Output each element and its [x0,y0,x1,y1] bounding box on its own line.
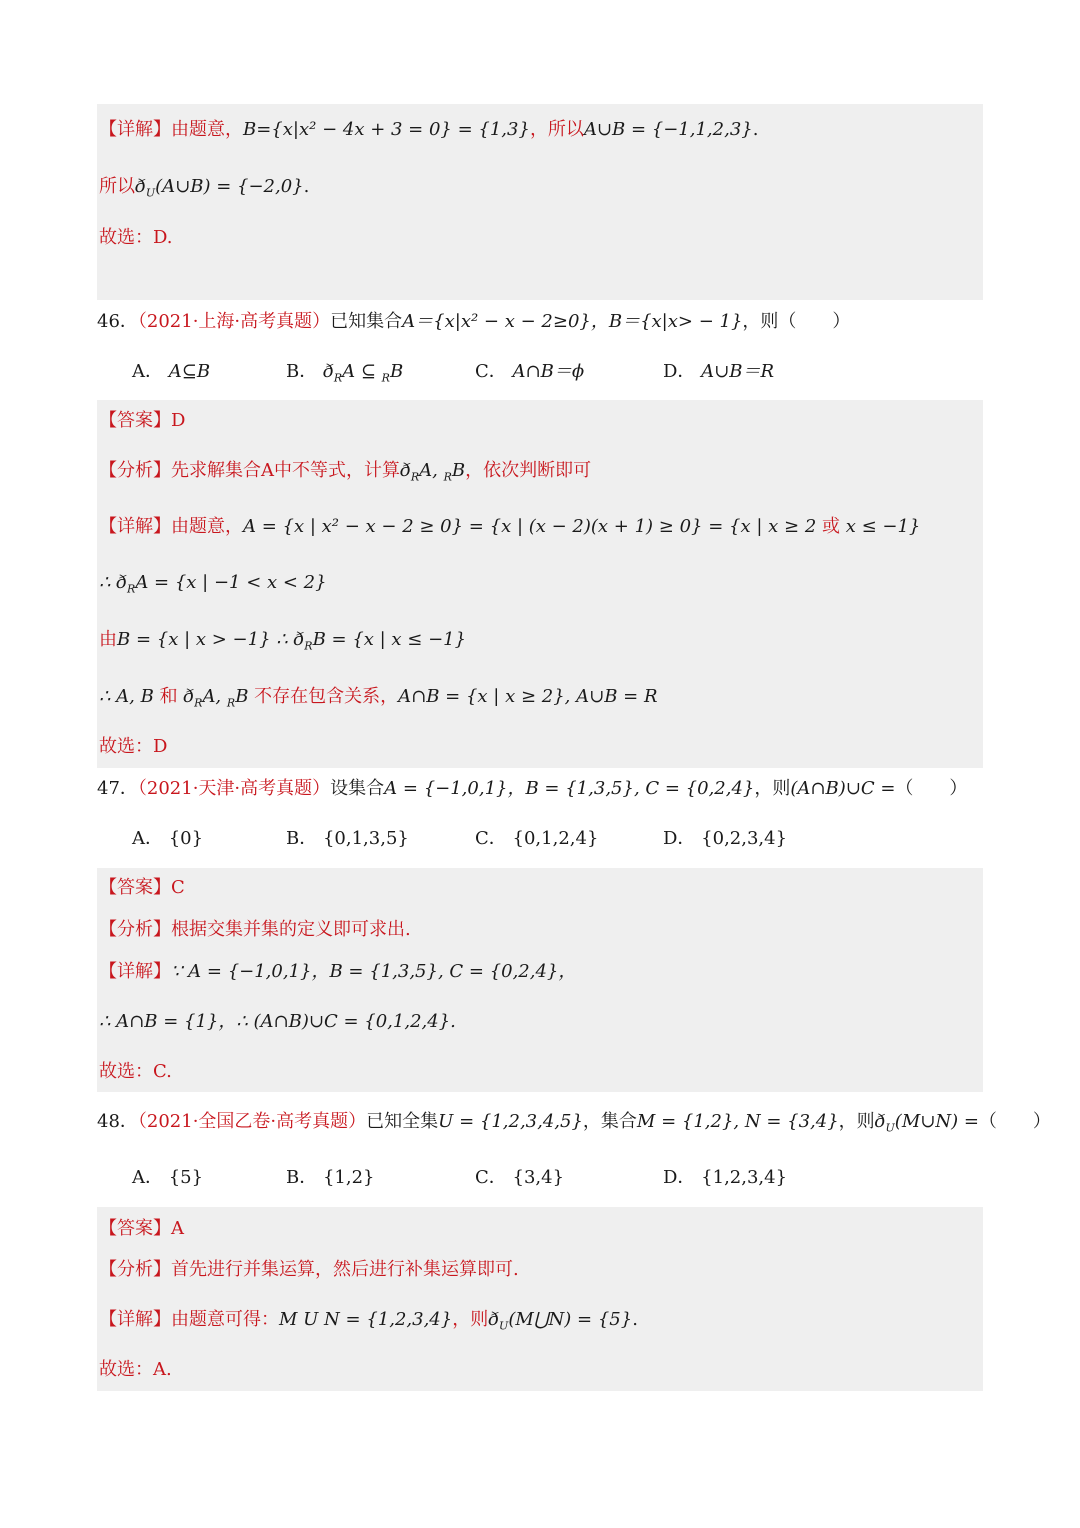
q48-option-b: B． {1,2} [286,1167,375,1188]
q47-option-a: A． {0} [132,828,204,849]
q48-analysis: 【分析】首先进行并集运算，然后进行补集运算即可. [99,1259,519,1280]
q48-source: （2021·全国乙卷·高考真题） [137,1111,367,1132]
q47-detail: 【详解】∵ A = {−1,0,1}，B = {1,3,5}, C = {0,2,4}， [99,961,577,982]
q47-answer: 【答案】C [99,877,185,898]
q48-choice: 故选：A. [99,1359,172,1380]
q48-answer: 【答案】A [99,1218,184,1239]
q45-choice: 故选：D. [99,227,173,248]
q47-source: （2021·天津·高考真题） [137,778,331,799]
q47-option-d: D． {0,2,3,4} [663,828,788,849]
q46-option-b: B． $ð_RA$ ⊆ $_R$B [286,361,404,385]
q46-detail-line4: ∴ A, B 和 $ð_RA$, $_R$B 不存在包含关系，A∩B = {x | x ≥ 2}, A∪B = R [99,686,658,710]
q46-analysis: 【分析】先求解集合A中不等式，计算$ð_RA$, $_R$B，依次判断即可 [99,460,592,484]
q46-stem: 46．（2021·上海·高考真题）已知集合A＝{x|x² − x − 2≥0}，B＝{x|x> − 1}，则（ ） [97,311,851,332]
q48-solution-block [97,1207,983,1391]
q48-detail: 【详解】由题意可得：M U N = {1,2,3,4}，则$ð_U(M⋃N) = \{5\}$. [99,1309,638,1333]
q46-detail-line2: ∴ $ð_RA = \{x$ | −1 < x < 2} [99,572,327,596]
detail-tag: 【详解】 [99,119,171,140]
q45-detail-line2: 所以$ð_U(A\cup B) = \{-2,0\}$. [99,176,310,200]
q47-option-b: B． {0,1,3,5} [286,828,409,849]
q47-analysis: 【分析】根据交集并集的定义即可求出. [99,919,411,940]
q47-choice: 故选：C. [99,1061,172,1082]
q48-option-c: C． {3,4} [475,1167,565,1188]
q48-option-d: D． {1,2,3,4} [663,1167,788,1188]
q46-option-d: D． A∪B＝R [663,361,775,382]
q47-option-c: C． {0,1,2,4} [475,828,599,849]
q48-stem: 48．（2021·全国乙卷·高考真题）已知全集U = {1,2,3,4,5}，集合M = {1,2}, N = {3,4}，则$ð_U(M\cup N)$ =（ ） [97,1111,1051,1135]
q45-detail-line: 【详解】由题意，B={x|x² − 4x + 3 = 0} = {1,3}，所以A∪B = {−1,1,2,3}. [99,119,759,140]
q47-detail-line2: ∴ A∩B = {1}，∴ (A∩B)∪C = {0,1,2,4}. [99,1011,456,1032]
q46-source: （2021·上海·高考真题） [137,311,331,332]
q46-detail-line3: 由B = {x | x > −1} ∴ $ð_RB = \{x$ | x ≤ −1} [99,629,467,653]
q46-option-c: C． A∩B＝ϕ [475,361,585,382]
q48-option-a: A． {5} [132,1167,204,1188]
q46-option-a: A． A⊆B [132,361,211,382]
q46-detail: 【详解】由题意，A = {x | x² − x − 2 ≥ 0} = {x | (x − 2)(x + 1) ≥ 0} = {x | x ≥ 2 或 x ≤ −1} [99,516,921,537]
q47-stem: 47．（2021·天津·高考真题）设集合A = {−1,0,1}，B = {1,3,5}, C = {0,2,4}，则(A∩B)∪C =（ ） [97,778,968,799]
q46-answer: 【答案】D [99,410,186,431]
q46-choice: 故选：D [99,736,168,757]
